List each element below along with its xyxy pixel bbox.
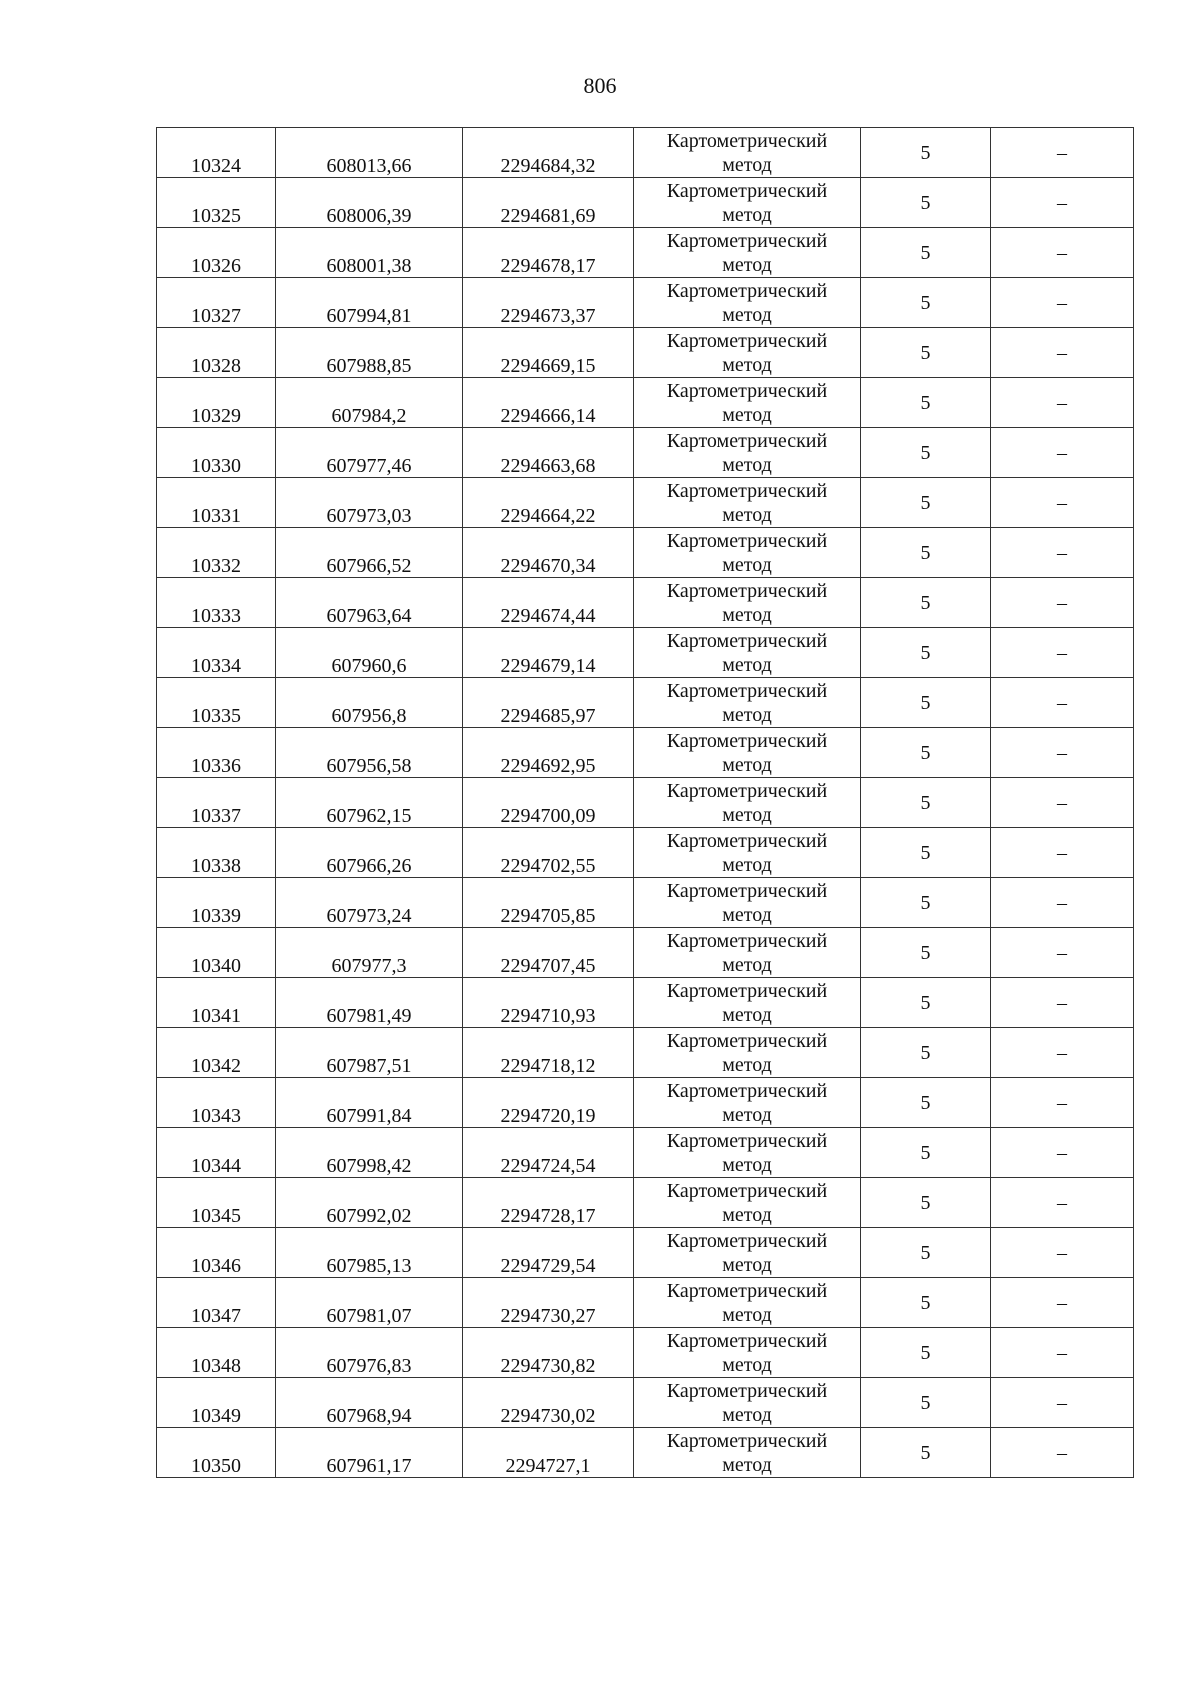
y-coordinate-cell: 2294729,54 — [463, 1228, 634, 1278]
method-line-1: Картометрический — [666, 129, 828, 152]
method-cell — [634, 178, 861, 228]
method-line-1: Картометрический — [666, 279, 828, 302]
method-line-1: Картометрический — [666, 1179, 828, 1202]
note-cell: – — [991, 528, 1134, 578]
x-coordinate-cell: 607987,51 — [276, 1028, 463, 1078]
y-coordinate-cell: 2294700,09 — [463, 778, 634, 828]
point-number-cell: 10344 — [157, 1128, 276, 1178]
method-line-2: метод — [722, 253, 772, 276]
x-coordinate-cell: 607998,42 — [276, 1128, 463, 1178]
y-coordinate-cell: 2294679,14 — [463, 628, 634, 678]
table-row — [157, 328, 1134, 378]
y-coordinate-cell: 2294673,37 — [463, 278, 634, 328]
table-row — [157, 1028, 1134, 1078]
table-row — [157, 1428, 1134, 1478]
table-row — [157, 1178, 1134, 1228]
table-row — [157, 1128, 1134, 1178]
coordinates-table-body — [157, 128, 1134, 1478]
method-cell — [634, 478, 861, 528]
point-number-cell: 10324 — [157, 128, 276, 178]
point-number-cell: 10329 — [157, 378, 276, 428]
point-number-cell: 10334 — [157, 628, 276, 678]
y-coordinate-cell: 2294730,27 — [463, 1278, 634, 1328]
x-coordinate-cell: 607977,46 — [276, 428, 463, 478]
point-number-cell: 10343 — [157, 1078, 276, 1128]
accuracy-cell: 5 — [861, 1128, 991, 1178]
y-coordinate-cell: 2294678,17 — [463, 228, 634, 278]
x-coordinate-cell: 608001,38 — [276, 228, 463, 278]
accuracy-cell: 5 — [861, 1178, 991, 1228]
x-coordinate-cell: 607994,81 — [276, 278, 463, 328]
x-coordinate-cell: 608006,39 — [276, 178, 463, 228]
method-line-2: метод — [722, 703, 772, 726]
method-line-1: Картометрический — [666, 1279, 828, 1302]
table-row — [157, 578, 1134, 628]
method-line-1: Картометрический — [666, 829, 828, 852]
table-row — [157, 128, 1134, 178]
method-line-1: Картометрический — [666, 1429, 828, 1452]
x-coordinate-cell: 607963,64 — [276, 578, 463, 628]
accuracy-cell: 5 — [861, 628, 991, 678]
x-coordinate-cell: 607962,15 — [276, 778, 463, 828]
method-cell — [634, 978, 861, 1028]
method-line-2: метод — [722, 853, 772, 876]
point-number-cell: 10335 — [157, 678, 276, 728]
method-cell — [634, 328, 861, 378]
method-cell — [634, 278, 861, 328]
y-coordinate-cell: 2294724,54 — [463, 1128, 634, 1178]
note-cell: – — [991, 828, 1134, 878]
note-cell: – — [991, 878, 1134, 928]
method-line-2: метод — [722, 953, 772, 976]
table-row — [157, 878, 1134, 928]
method-line-1: Картометрический — [666, 429, 828, 452]
accuracy-cell: 5 — [861, 828, 991, 878]
point-number-cell: 10332 — [157, 528, 276, 578]
y-coordinate-cell: 2294692,95 — [463, 728, 634, 778]
accuracy-cell: 5 — [861, 678, 991, 728]
method-cell — [634, 878, 861, 928]
x-coordinate-cell: 607968,94 — [276, 1378, 463, 1428]
y-coordinate-cell: 2294684,32 — [463, 128, 634, 178]
x-coordinate-cell: 607956,8 — [276, 678, 463, 728]
method-line-2: метод — [722, 1453, 772, 1476]
method-line-1: Картометрический — [666, 229, 828, 252]
accuracy-cell: 5 — [861, 1378, 991, 1428]
note-cell: – — [991, 1378, 1134, 1428]
table-row — [157, 478, 1134, 528]
table-row — [157, 678, 1134, 728]
table-row — [157, 728, 1134, 778]
method-line-2: метод — [722, 453, 772, 476]
y-coordinate-cell: 2294710,93 — [463, 978, 634, 1028]
method-line-2: метод — [722, 353, 772, 376]
method-line-2: метод — [722, 1253, 772, 1276]
accuracy-cell: 5 — [861, 228, 991, 278]
note-cell: – — [991, 1028, 1134, 1078]
method-line-2: метод — [722, 603, 772, 626]
table-row — [157, 1328, 1134, 1378]
accuracy-cell: 5 — [861, 1228, 991, 1278]
note-cell: – — [991, 1228, 1134, 1278]
point-number-cell: 10327 — [157, 278, 276, 328]
accuracy-cell: 5 — [861, 878, 991, 928]
method-cell — [634, 578, 861, 628]
x-coordinate-cell: 607991,84 — [276, 1078, 463, 1128]
point-number-cell: 10330 — [157, 428, 276, 478]
x-coordinate-cell: 607981,07 — [276, 1278, 463, 1328]
x-coordinate-cell: 607981,49 — [276, 978, 463, 1028]
method-cell — [634, 378, 861, 428]
accuracy-cell: 5 — [861, 778, 991, 828]
table-row — [157, 528, 1134, 578]
method-line-2: метод — [722, 403, 772, 426]
coordinates-table — [156, 127, 1134, 1478]
point-number-cell: 10346 — [157, 1228, 276, 1278]
method-cell — [634, 128, 861, 178]
x-coordinate-cell: 607966,52 — [276, 528, 463, 578]
table-row — [157, 278, 1134, 328]
method-line-2: метод — [722, 903, 772, 926]
table-row — [157, 178, 1134, 228]
method-cell — [634, 1378, 861, 1428]
method-line-1: Картометрический — [666, 779, 828, 802]
point-number-cell: 10342 — [157, 1028, 276, 1078]
method-cell — [634, 228, 861, 278]
method-cell — [634, 728, 861, 778]
table-row — [157, 228, 1134, 278]
point-number-cell: 10325 — [157, 178, 276, 228]
method-cell — [634, 1078, 861, 1128]
method-line-1: Картометрический — [666, 1029, 828, 1052]
method-line-2: метод — [722, 1353, 772, 1376]
method-line-2: метод — [722, 503, 772, 526]
note-cell: – — [991, 1128, 1134, 1178]
method-line-2: метод — [722, 1203, 772, 1226]
point-number-cell: 10339 — [157, 878, 276, 928]
accuracy-cell: 5 — [861, 1328, 991, 1378]
x-coordinate-cell: 607956,58 — [276, 728, 463, 778]
method-line-1: Картометрический — [666, 379, 828, 402]
note-cell: – — [991, 678, 1134, 728]
method-line-1: Картометрический — [666, 1079, 828, 1102]
method-cell — [634, 1428, 861, 1478]
method-line-1: Картометрический — [666, 579, 828, 602]
table-row — [157, 778, 1134, 828]
method-line-1: Картометрический — [666, 1379, 828, 1402]
accuracy-cell: 5 — [861, 528, 991, 578]
method-line-1: Картометрический — [666, 1329, 828, 1352]
x-coordinate-cell: 607992,02 — [276, 1178, 463, 1228]
x-coordinate-cell: 607973,03 — [276, 478, 463, 528]
method-cell — [634, 1128, 861, 1178]
method-line-2: метод — [722, 1403, 772, 1426]
accuracy-cell: 5 — [861, 1028, 991, 1078]
method-line-2: метод — [722, 1003, 772, 1026]
note-cell: – — [991, 128, 1134, 178]
method-cell — [634, 928, 861, 978]
point-number-cell: 10328 — [157, 328, 276, 378]
x-coordinate-cell: 607976,83 — [276, 1328, 463, 1378]
note-cell: – — [991, 1078, 1134, 1128]
point-number-cell: 10350 — [157, 1428, 276, 1478]
point-number-cell: 10326 — [157, 228, 276, 278]
table-row — [157, 1078, 1134, 1128]
x-coordinate-cell: 607961,17 — [276, 1428, 463, 1478]
note-cell: – — [991, 1428, 1134, 1478]
method-line-1: Картометрический — [666, 479, 828, 502]
table-row — [157, 378, 1134, 428]
point-number-cell: 10333 — [157, 578, 276, 628]
accuracy-cell: 5 — [861, 128, 991, 178]
note-cell: – — [991, 578, 1134, 628]
y-coordinate-cell: 2294674,44 — [463, 578, 634, 628]
accuracy-cell: 5 — [861, 1278, 991, 1328]
y-coordinate-cell: 2294728,17 — [463, 1178, 634, 1228]
method-cell — [634, 428, 861, 478]
x-coordinate-cell: 608013,66 — [276, 128, 463, 178]
method-line-2: метод — [722, 553, 772, 576]
accuracy-cell: 5 — [861, 978, 991, 1028]
method-line-2: метод — [722, 153, 772, 176]
y-coordinate-cell: 2294681,69 — [463, 178, 634, 228]
method-line-2: метод — [722, 803, 772, 826]
y-coordinate-cell: 2294685,97 — [463, 678, 634, 728]
x-coordinate-cell: 607984,2 — [276, 378, 463, 428]
page-number: 806 — [583, 73, 617, 98]
method-line-1: Картометрический — [666, 729, 828, 752]
table-row — [157, 1278, 1134, 1328]
accuracy-cell: 5 — [861, 328, 991, 378]
method-line-2: метод — [722, 753, 772, 776]
point-number-cell: 10336 — [157, 728, 276, 778]
method-line-1: Картометрический — [666, 1129, 828, 1152]
point-number-cell: 10347 — [157, 1278, 276, 1328]
x-coordinate-cell: 607960,6 — [276, 628, 463, 678]
point-number-cell: 10348 — [157, 1328, 276, 1378]
accuracy-cell: 5 — [861, 278, 991, 328]
method-line-2: метод — [722, 1103, 772, 1126]
method-line-2: метод — [722, 653, 772, 676]
accuracy-cell: 5 — [861, 1078, 991, 1128]
accuracy-cell: 5 — [861, 178, 991, 228]
note-cell: – — [991, 428, 1134, 478]
method-cell — [634, 678, 861, 728]
point-number-cell: 10331 — [157, 478, 276, 528]
y-coordinate-cell: 2294670,34 — [463, 528, 634, 578]
table-row — [157, 978, 1134, 1028]
method-line-1: Картометрический — [666, 679, 828, 702]
accuracy-cell: 5 — [861, 728, 991, 778]
note-cell: – — [991, 728, 1134, 778]
method-cell — [634, 1228, 861, 1278]
y-coordinate-cell: 2294730,02 — [463, 1378, 634, 1428]
note-cell: – — [991, 228, 1134, 278]
x-coordinate-cell: 607988,85 — [276, 328, 463, 378]
method-line-1: Картометрический — [666, 629, 828, 652]
y-coordinate-cell: 2294730,82 — [463, 1328, 634, 1378]
method-cell — [634, 1328, 861, 1378]
point-number-cell: 10338 — [157, 828, 276, 878]
method-line-1: Картометрический — [666, 979, 828, 1002]
note-cell: – — [991, 378, 1134, 428]
method-line-1: Картометрический — [666, 529, 828, 552]
method-cell — [634, 528, 861, 578]
method-cell — [634, 1278, 861, 1328]
method-cell — [634, 1178, 861, 1228]
note-cell: – — [991, 1328, 1134, 1378]
method-line-1: Картометрический — [666, 1229, 828, 1252]
method-line-2: метод — [722, 203, 772, 226]
method-line-2: метод — [722, 1153, 772, 1176]
accuracy-cell: 5 — [861, 1428, 991, 1478]
y-coordinate-cell: 2294705,85 — [463, 878, 634, 928]
x-coordinate-cell: 607977,3 — [276, 928, 463, 978]
note-cell: – — [991, 1278, 1134, 1328]
point-number-cell: 10349 — [157, 1378, 276, 1428]
method-line-1: Картометрический — [666, 929, 828, 952]
table-row — [157, 928, 1134, 978]
method-cell — [634, 628, 861, 678]
y-coordinate-cell: 2294669,15 — [463, 328, 634, 378]
note-cell: – — [991, 278, 1134, 328]
table-row — [157, 1228, 1134, 1278]
y-coordinate-cell: 2294664,22 — [463, 478, 634, 528]
note-cell: – — [991, 328, 1134, 378]
y-coordinate-cell: 2294720,19 — [463, 1078, 634, 1128]
method-cell — [634, 828, 861, 878]
point-number-cell: 10341 — [157, 978, 276, 1028]
x-coordinate-cell: 607966,26 — [276, 828, 463, 878]
point-number-cell: 10345 — [157, 1178, 276, 1228]
note-cell: – — [991, 928, 1134, 978]
accuracy-cell: 5 — [861, 928, 991, 978]
x-coordinate-cell: 607985,13 — [276, 1228, 463, 1278]
table-row — [157, 428, 1134, 478]
y-coordinate-cell: 2294666,14 — [463, 378, 634, 428]
y-coordinate-cell: 2294663,68 — [463, 428, 634, 478]
x-coordinate-cell: 607973,24 — [276, 878, 463, 928]
table-row — [157, 628, 1134, 678]
y-coordinate-cell: 2294702,55 — [463, 828, 634, 878]
method-line-1: Картометрический — [666, 329, 828, 352]
y-coordinate-cell: 2294707,45 — [463, 928, 634, 978]
note-cell: – — [991, 978, 1134, 1028]
note-cell: – — [991, 628, 1134, 678]
note-cell: – — [991, 1178, 1134, 1228]
y-coordinate-cell: 2294727,1 — [463, 1428, 634, 1478]
method-cell — [634, 778, 861, 828]
accuracy-cell: 5 — [861, 578, 991, 628]
method-line-1: Картометрический — [666, 179, 828, 202]
accuracy-cell: 5 — [861, 378, 991, 428]
point-number-cell: 10337 — [157, 778, 276, 828]
note-cell: – — [991, 778, 1134, 828]
method-line-2: метод — [722, 303, 772, 326]
method-cell — [634, 1028, 861, 1078]
method-line-2: метод — [722, 1303, 772, 1326]
accuracy-cell: 5 — [861, 428, 991, 478]
y-coordinate-cell: 2294718,12 — [463, 1028, 634, 1078]
accuracy-cell: 5 — [861, 478, 991, 528]
note-cell: – — [991, 478, 1134, 528]
point-number-cell: 10340 — [157, 928, 276, 978]
method-line-2: метод — [722, 1053, 772, 1076]
note-cell: – — [991, 178, 1134, 228]
table-row — [157, 1378, 1134, 1428]
method-line-1: Картометрический — [666, 879, 828, 902]
table-row — [157, 828, 1134, 878]
